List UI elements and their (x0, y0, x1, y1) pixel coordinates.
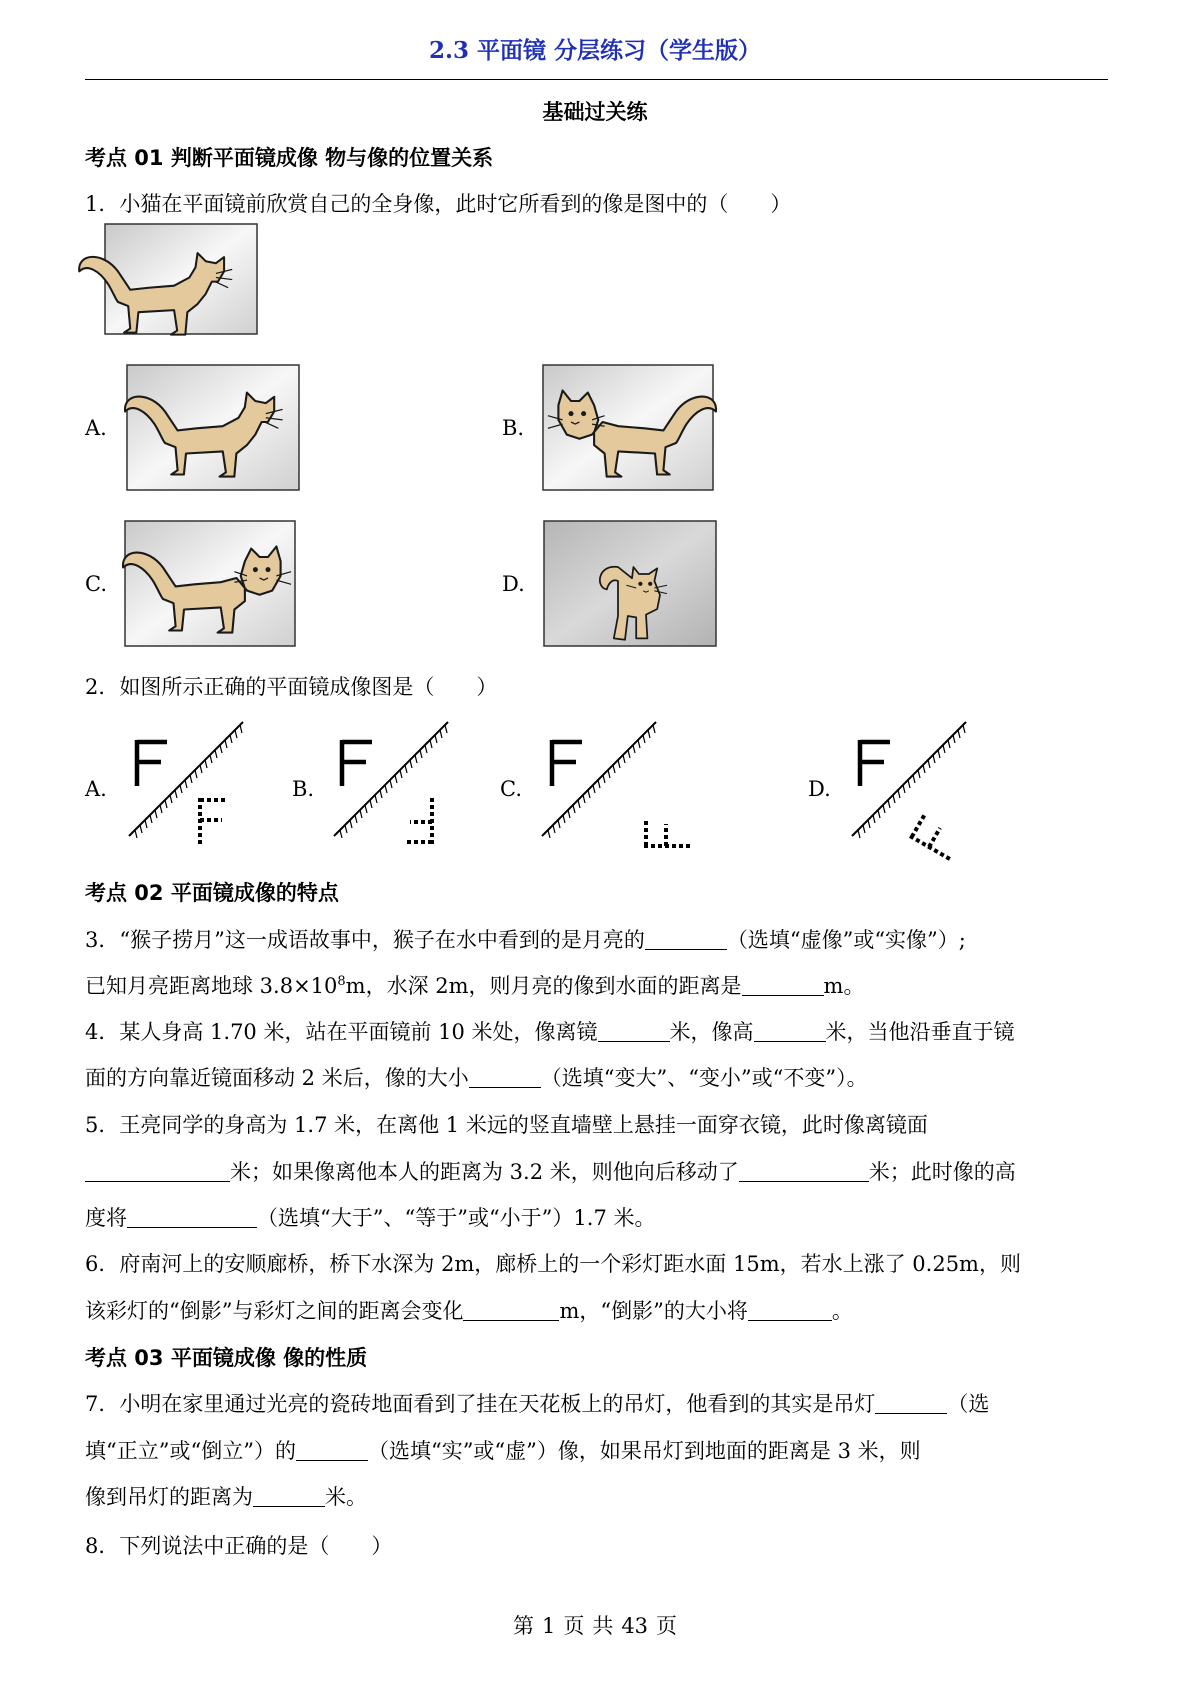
q7-blank-1[interactable] (875, 1391, 947, 1414)
mirror-hatch-mark (868, 820, 870, 828)
mirror-hatch-mark (568, 810, 570, 818)
mirror-hatch-mark (593, 785, 595, 793)
q1-option-d-figure[interactable] (542, 519, 722, 649)
mirror-hatch-mark (943, 745, 945, 753)
question-4-line-1: 4．某人身高 1.70 米，站在平面镜前 10 米处，像离镜 米，像高 米，当他沿垂直于镜 (85, 1020, 1015, 1044)
mirror-hatch-mark (588, 790, 590, 798)
q3-blank-2[interactable] (742, 973, 824, 996)
question-5-line-2: 米；如果像离他本人的距离为 3.2 米，则他向后移动了 米；此时像的高 (85, 1156, 1016, 1186)
mirror-hatch-mark (908, 780, 910, 788)
mirror-hatch-mark (210, 755, 212, 763)
question-4-line-2: 面的方向靠近镜面移动 2 米后，像的大小 （选填“变大”、“变小”或“不变”）。 (85, 1066, 868, 1090)
mirror-hatch-mark (643, 735, 645, 743)
q1-option-b-figure[interactable] (541, 363, 721, 493)
mirror-hatch-mark (145, 820, 147, 828)
mirror-hatch-mark (633, 745, 635, 753)
question-7-line-1: 7．小明在家里通过光亮的瓷砖地面看到了挂在天花板上的吊灯，他看到的其实是吊灯 （选 (85, 1392, 990, 1416)
mirror-hatch-mark (405, 765, 407, 773)
mirror-hatch-mark (583, 795, 585, 803)
mirror-hatch-mark (425, 745, 427, 753)
mirror-hatch-mark (898, 790, 900, 798)
mirror-hatch-mark (603, 775, 605, 783)
mirror-hatch-mark (340, 830, 342, 838)
mirror-hatch-mark (170, 795, 172, 803)
mirror-hatch-mark (613, 765, 615, 773)
mirror-hatch-mark (938, 750, 940, 758)
q2-option-d-figure[interactable] (848, 718, 988, 858)
mirror-hatch-mark (215, 750, 217, 758)
mirror-hatch-mark (390, 780, 392, 788)
mirror-hatch-mark (230, 735, 232, 743)
total-pages: 43 (621, 1614, 649, 1638)
mirror-hatch-mark (370, 800, 372, 808)
question-3-line-1: 3．“猴子捞月”这一成语故事中，猴子在水中看到的是月亮的 （选填“虚像”或“实像”）; (85, 928, 966, 952)
page-title: 2.3 平面镜 分层练习（学生版） (428, 37, 762, 64)
q1-question-figure (80, 222, 270, 352)
mirror-hatch-mark (345, 825, 347, 833)
section-subtitle: 基础过关练 (542, 100, 648, 124)
mirror-hatch-mark (628, 750, 630, 758)
mirror-hatch-mark (913, 775, 915, 783)
question-3-line-2: 已知月亮距离地球 $3.8\times 10^8m$，水深 2m，则月亮的像到水面的距离是 m。 (85, 974, 865, 998)
mirror-hatch-mark (608, 770, 610, 778)
q2-option-a-figure[interactable] (125, 718, 255, 858)
mirror-hatch-mark (185, 780, 187, 788)
mirror-hatch-mark (888, 800, 890, 808)
mirror-hatch-mark (553, 825, 555, 833)
mirror-hatch-mark (623, 755, 625, 763)
mirror-hatch-mark (420, 750, 422, 758)
mirror-hatch-mark (928, 760, 930, 768)
title-divider (85, 79, 1108, 80)
mirror-hatch-mark (648, 730, 650, 738)
question-5-line-1: 5．王亮同学的身高为 1.7 米，在离他 1 米远的竖直墙壁上悬挂一面穿衣镜，此时像离镜面 (85, 1113, 928, 1137)
page-footer: 第 1 页 共 43 页 (512, 1614, 678, 1638)
mirror-hatch-mark (165, 800, 167, 808)
q2-option-d-label[interactable]: D. (808, 777, 831, 801)
q2-option-b-label[interactable]: B. (292, 777, 315, 801)
question-2-text: 2．如图所示正确的平面镜成像图是（ ） (85, 675, 498, 699)
q5-blank-1[interactable] (85, 1159, 230, 1182)
mirror-hatch-mark (180, 785, 182, 793)
mirror-hatch-mark (863, 825, 865, 833)
question-1-text: 1．小猫在平面镜前欣赏自己的全身像，此时它所看到的像是图中的（ ） (85, 192, 792, 216)
q2-option-b-figure[interactable] (330, 718, 460, 858)
mirror-hatch-mark (220, 745, 222, 753)
mirror-hatch-mark (155, 810, 157, 818)
mirror-hatch-mark (435, 735, 437, 743)
question-8-text: 8．下列说法中正确的是（ ） (85, 1534, 393, 1558)
q1-option-a-label[interactable]: A. (85, 416, 107, 440)
mirror-hatch-mark (893, 795, 895, 803)
q2-option-a-label[interactable]: A. (85, 777, 107, 801)
q7-blank-3[interactable] (253, 1484, 325, 1507)
mirror-hatch-mark (360, 810, 362, 818)
q1-option-c-figure[interactable] (123, 519, 303, 649)
mirror-hatch-mark (873, 815, 875, 823)
mirror-hatch-mark (948, 740, 950, 748)
mirror-hatch-mark (918, 770, 920, 778)
mirror-hatch-mark (380, 790, 382, 798)
mirror-hatch-mark (653, 725, 655, 733)
mirror-hatch-mark (205, 760, 207, 768)
mirror-hatch-mark (225, 740, 227, 748)
q4-blank-3[interactable] (469, 1065, 541, 1088)
q3-blank-1[interactable] (645, 927, 727, 950)
mirror-hatch-mark (150, 815, 152, 823)
q1-option-a-figure[interactable] (125, 363, 305, 493)
page-number: 1 (541, 1614, 556, 1638)
mirror-hatch-mark (355, 815, 357, 823)
mirror-hatch-mark (963, 725, 965, 733)
mirror-hatch-mark (445, 725, 447, 733)
q5-blank-3[interactable] (127, 1205, 257, 1228)
q6-blank-1[interactable] (463, 1298, 559, 1321)
mirror-hatch-mark (365, 805, 367, 813)
q5-blank-2[interactable] (739, 1159, 869, 1182)
mirror-hatch-mark (958, 730, 960, 738)
q6-blank-2[interactable] (748, 1298, 832, 1321)
mirror-hatch-mark (618, 760, 620, 768)
mirror-hatch-mark (563, 815, 565, 823)
mirror-hatch-mark (235, 730, 237, 738)
mirror-hatch-mark (933, 755, 935, 763)
mirror-hatch-mark (160, 805, 162, 813)
mirror-hatch-mark (558, 820, 560, 828)
mirror-hatch-mark (175, 790, 177, 798)
question-7-line-3: 像到吊灯的距离为 米。 (85, 1485, 367, 1509)
mirror-hatch-mark (195, 770, 197, 778)
mirror-hatch-mark (240, 725, 242, 733)
mirror-hatch-mark (430, 740, 432, 748)
question-6-line-1: 6．府南河上的安顺廊桥，桥下水深为 2m，廊桥上的一个彩灯距水面 15m，若水上涨了 0.25m，则 (85, 1252, 1021, 1276)
mirror-hatch-mark (385, 785, 387, 793)
topic-heading-03: 考点 03 平面镜成像 像的性质 (85, 1346, 368, 1370)
mirror-hatch-mark (878, 810, 880, 818)
mirror-hatch-mark (415, 755, 417, 763)
mirror-hatch-mark (440, 730, 442, 738)
q4-blank-1[interactable] (598, 1019, 670, 1042)
q1-option-d-label[interactable]: D. (502, 572, 525, 596)
mirror-hatch-mark (190, 775, 192, 783)
topic-heading-01: 考点 01 判断平面镜成像 物与像的位置关系 (85, 146, 494, 170)
question-7-line-2: 填“正立”或“倒立”）的 （选填“实”或“虚”）像，如果吊灯到地面的距离是 3 米，则 (85, 1439, 921, 1463)
q1-option-c-label[interactable]: C. (85, 572, 107, 596)
mirror-hatch-mark (400, 770, 402, 778)
mirror-hatch-mark (395, 775, 397, 783)
mirror-hatch-mark (903, 785, 905, 793)
mirror-hatch-mark (953, 735, 955, 743)
question-6-line-2: 该彩灯的“倒影”与彩灯之间的距离会变化 m，“倒影”的大小将 。 (85, 1299, 853, 1323)
mirror-hatch-mark (923, 765, 925, 773)
mirror-hatch-mark (200, 765, 202, 773)
mirror-hatch-mark (598, 780, 600, 788)
mirror-hatch-mark (573, 805, 575, 813)
mirror-hatch-mark (410, 760, 412, 768)
mirror-hatch-mark (350, 820, 352, 828)
q4-blank-2[interactable] (754, 1019, 826, 1042)
mirror-hatch-mark (858, 830, 860, 838)
question-5-line-3: 度将 （选填“大于”、“等于”或“小于”）1.7 米。 (85, 1206, 656, 1230)
mirror-hatch-mark (140, 825, 142, 833)
q2-option-c-figure[interactable] (538, 718, 678, 858)
mirror-hatch-mark (135, 830, 137, 838)
mirror-hatch-mark (638, 740, 640, 748)
q7-blank-2[interactable] (296, 1438, 368, 1461)
q1-option-b-label[interactable]: B. (502, 416, 525, 440)
mirror-hatch-mark (883, 805, 885, 813)
topic-heading-02: 考点 02 平面镜成像的特点 (85, 881, 339, 905)
mirror-hatch-mark (375, 795, 377, 803)
mirror-hatch-mark (578, 800, 580, 808)
mirror-hatch-mark (548, 830, 550, 838)
q2-option-c-label[interactable]: C. (500, 777, 522, 801)
